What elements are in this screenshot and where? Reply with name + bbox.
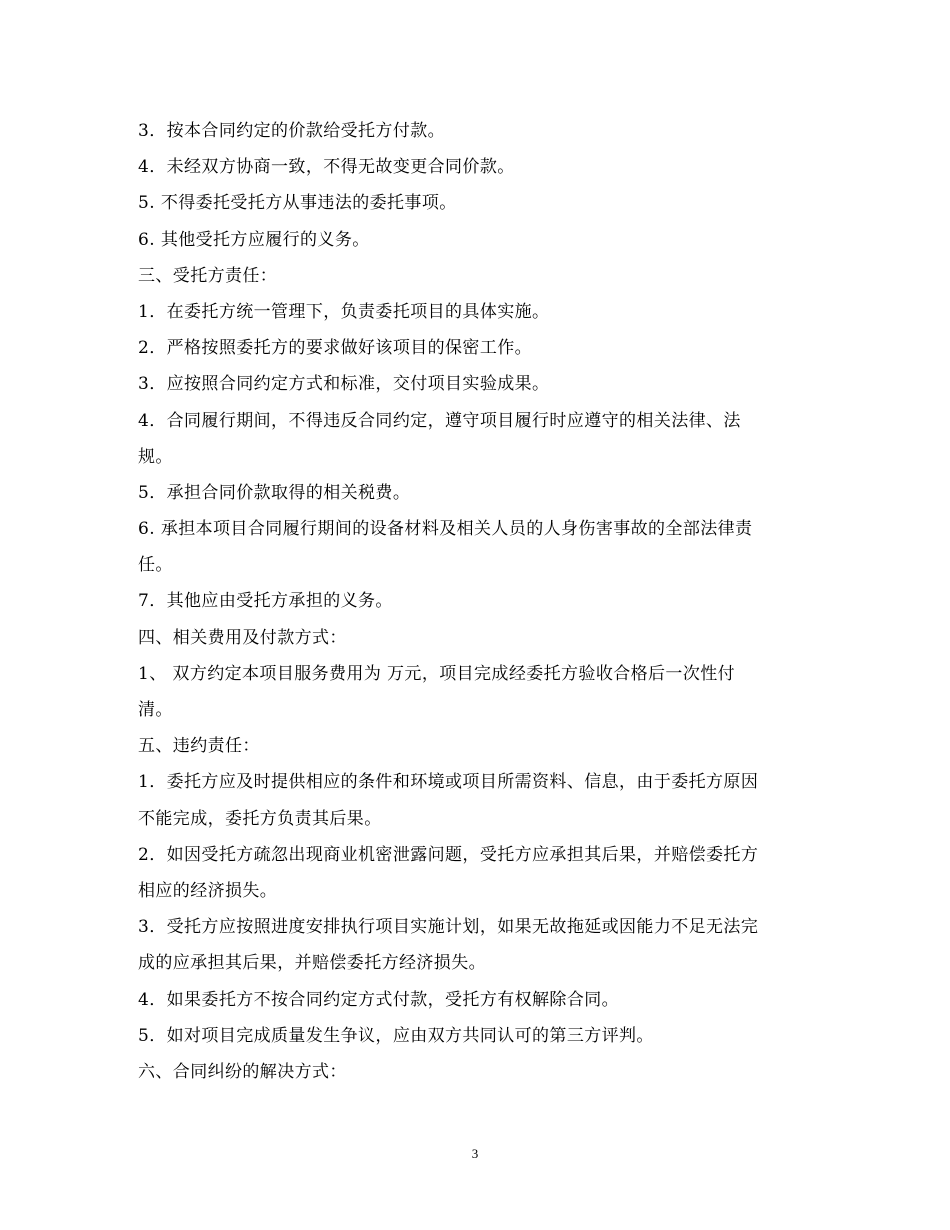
document-body: [138, 118, 818, 1095]
text-line: 4．合同履行期间，不得违反合同约定，遵守项目履行时应遵守的相关法律、法: [138, 410, 741, 431]
text-line: 3．按本合同约定的价款给受托方付款。: [138, 121, 446, 141]
text-line: 成的应承担其后果，并赔偿委托方经济损失。: [138, 953, 486, 974]
section-heading: 六、合同纠纷的解决方式：: [138, 1061, 347, 1082]
text-line: 3．受托方应按照进度安排执行项目实施计划，如果无故拖延或因能力不足无法完: [138, 917, 759, 938]
text-line: 4．未经双方协商一致，不得无故变更合同价款。: [138, 157, 515, 178]
section-heading: 三、受托方责任：: [138, 265, 278, 286]
text-line: 5. 不得委托受托方从事违法的委托事项。: [138, 193, 457, 214]
text-line: 规。: [138, 446, 173, 467]
section-heading: 五、违约责任：: [138, 736, 260, 757]
page-number: 3: [471, 1146, 479, 1161]
text-line: 清。: [138, 700, 173, 720]
text-line: 4．如果委托方不按合同约定方式付款，受托方有权解除合同。: [138, 989, 620, 1010]
text-line: 3．应按照合同约定方式和标准，交付项目实验成果。: [138, 374, 550, 395]
section-heading: 四、相关费用及付款方式：: [138, 627, 347, 648]
text-line: 不能完成，委托方负责其后果。: [138, 808, 382, 829]
text-line: 2．如因受托方疏忽出现商业机密泄露问题，受托方应承担其后果，并赔偿委托方: [138, 844, 759, 865]
text-line: 7．其他应由受托方承担的义务。: [138, 591, 393, 612]
text-line: 6. 承担本项目合同履行期间的设备材料及相关人员的人身伤害事故的全部法律责: [138, 519, 753, 540]
text-line: 1、 双方约定本项目服务费用为 万元，项目完成经委托方验收合格后一次性付: [138, 663, 736, 684]
text-line: 相应的经济损失。: [138, 880, 278, 901]
text-line: 任。: [138, 555, 173, 576]
text-line: 2．严格按照委托方的要求做好该项目的保密工作。: [138, 338, 533, 359]
text-line: 6. 其他受托方应履行的义务。: [138, 229, 370, 250]
text-line: 1．委托方应及时提供相应的条件和环境或项目所需资料、信息，由于委托方原因: [138, 772, 759, 793]
text-line: 1．在委托方统一管理下，负责委托项目的具体实施。: [138, 301, 550, 322]
text-line: 5．承担合同价款取得的相关税费。: [138, 482, 411, 503]
text-line: 5．如对项目完成质量发生争议，应由双方共同认可的第三方评判。: [138, 1025, 654, 1046]
